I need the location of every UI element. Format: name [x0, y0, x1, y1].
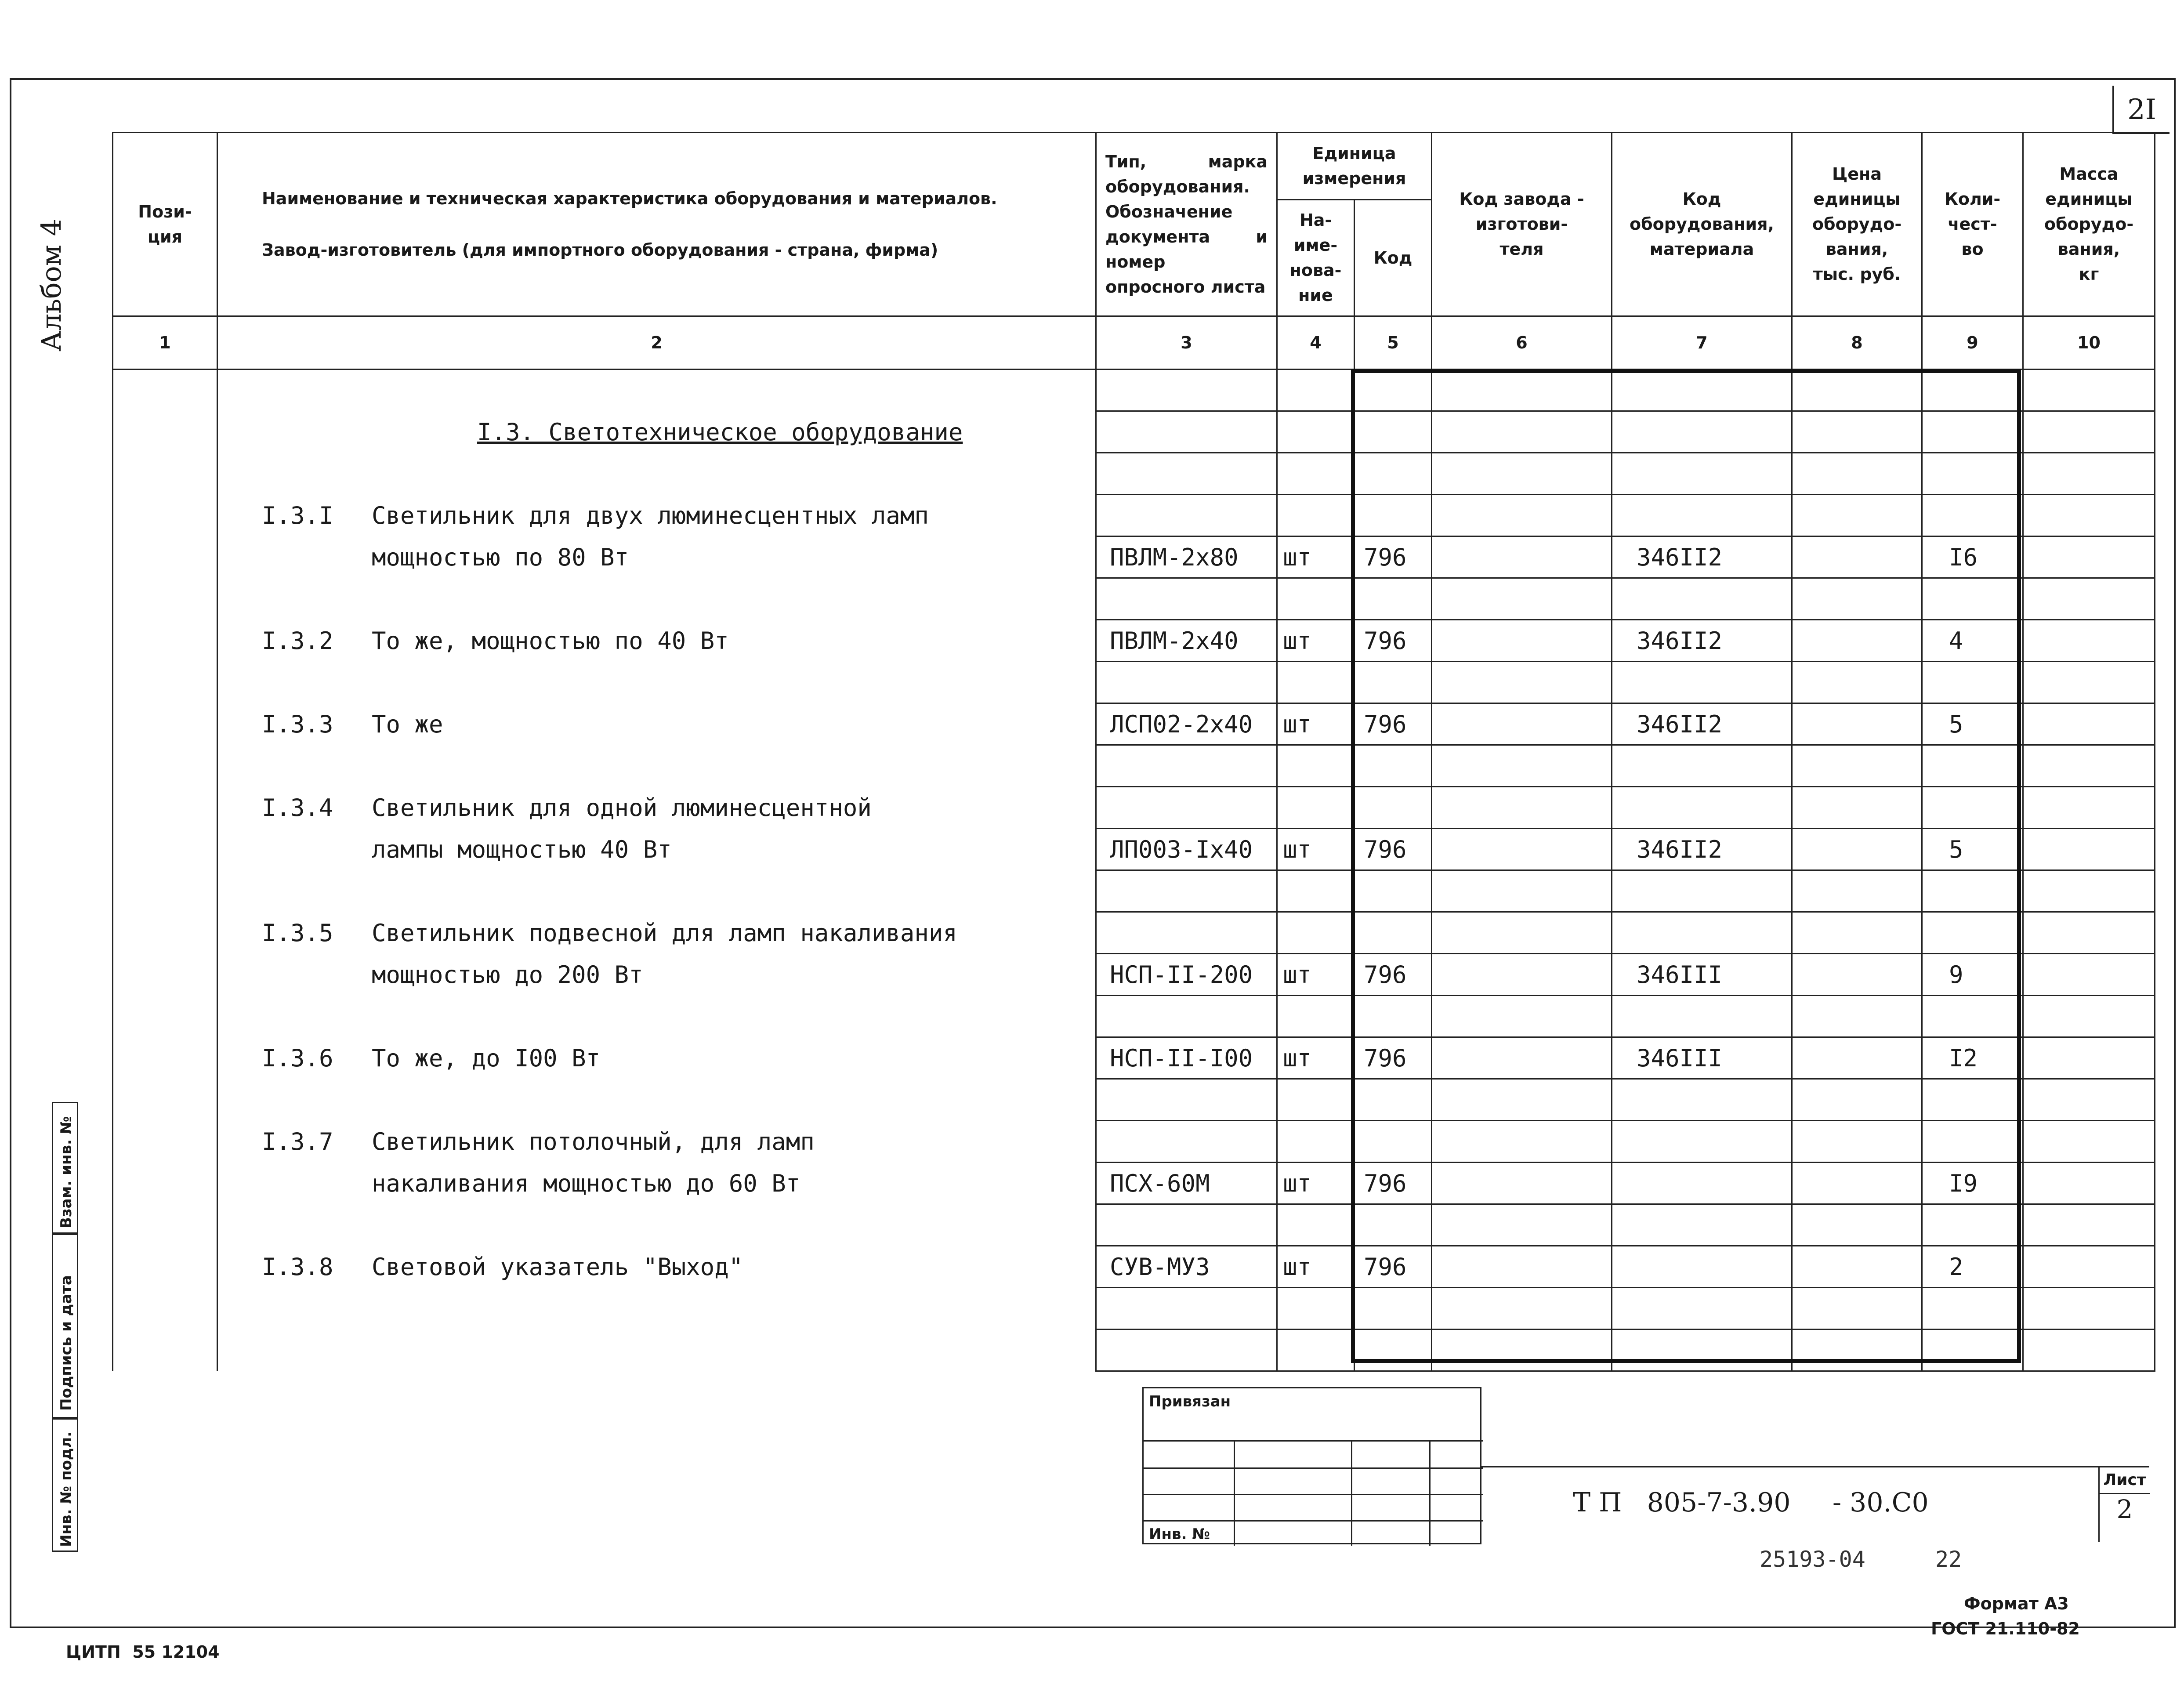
- item-qty: 2: [1922, 1246, 2023, 1288]
- table-cell: [113, 1079, 217, 1121]
- table-cell: [1277, 1204, 1355, 1246]
- table-cell: [2023, 370, 2155, 411]
- table-cell: [2023, 662, 2155, 703]
- item-name: То же: [372, 710, 443, 738]
- item-qty: 5: [1922, 829, 2023, 870]
- table-cell: [113, 1330, 217, 1371]
- item-position: I.3.3: [262, 710, 333, 738]
- table-cell: [113, 662, 217, 703]
- item-position: I.3.5: [262, 919, 333, 947]
- table-cell: [2023, 870, 2155, 912]
- table-cell: [1096, 578, 1277, 620]
- item-position: I.3.4: [262, 793, 333, 822]
- item-type: ЛП003-Iх40: [1096, 829, 1277, 870]
- table-cell: [217, 411, 1096, 453]
- item-type: ПСХ-60М: [1096, 1163, 1277, 1204]
- bound-label: Привязан: [1149, 1393, 1231, 1410]
- item-name-cont: мощностью до 200 Вт: [372, 960, 643, 989]
- hdr-position: Пози- ция: [113, 133, 217, 316]
- table-cell: [1277, 870, 1355, 912]
- table-cell: [217, 453, 1096, 495]
- item-qty: 9: [1922, 954, 2023, 996]
- colnum-4: 4: [1277, 316, 1355, 370]
- item-equip-code: 346II2: [1612, 536, 1792, 578]
- table-cell: [113, 870, 217, 912]
- table-cell: [217, 1330, 1096, 1371]
- stamp-line: [1144, 1494, 1483, 1495]
- table-cell: [217, 1288, 1096, 1330]
- item-name-cell: [217, 829, 1096, 870]
- table-cell: [113, 411, 217, 453]
- table-cell: [113, 1288, 217, 1330]
- item-type: ПВЛМ-2х40: [1096, 620, 1277, 662]
- item-type: ПВЛМ-2х80: [1096, 536, 1277, 578]
- stamp-cell-replace: [52, 1102, 78, 1234]
- item-name-cont: мощностью по 80 Вт: [372, 543, 629, 571]
- item-equip-code: 346III: [1612, 954, 1792, 996]
- item-mass: [2023, 787, 2155, 829]
- colnum-1: 1: [113, 316, 217, 370]
- column-number-row: [113, 316, 2155, 370]
- colnum-10: 10: [2023, 316, 2155, 370]
- table-cell: [113, 829, 217, 870]
- item-unit: шт: [1277, 536, 1355, 578]
- item-equip-code: 346II2: [1612, 829, 1792, 870]
- stamp-inv-label: Инв. № подл.: [58, 1431, 75, 1547]
- table-cell: [113, 912, 217, 954]
- item-equip-code: 346II2: [1612, 620, 1792, 662]
- item-name: Светильник для одной люминесцентной: [372, 793, 872, 822]
- hdr-mass: Масса единицы оборудо- вания, кг: [2023, 133, 2155, 316]
- table-cell: [1277, 662, 1355, 703]
- table-cell: [1096, 1330, 1277, 1371]
- item-unit: шт: [1277, 620, 1355, 662]
- table-cell: [217, 1204, 1096, 1246]
- table-cell: [1096, 996, 1277, 1037]
- item-name: Светильник потолочный, для ламп: [372, 1127, 815, 1156]
- item-position: I.3.2: [262, 627, 333, 655]
- item-type: [1096, 1121, 1277, 1163]
- header-row: [113, 133, 2155, 200]
- stamp-line: [1144, 1467, 1483, 1469]
- table-cell: [217, 870, 1096, 912]
- stamp-cell-sign: [52, 1234, 78, 1418]
- table-cell: [113, 996, 217, 1037]
- hdr-type: Тип, марка оборудования. Обозначение документа и номер опросного листа: [1096, 133, 1277, 316]
- hdr-unit-name: На- име- нова- ние: [1277, 200, 1355, 316]
- bound-stamp: [1142, 1387, 1481, 1544]
- item-qty: I9: [1922, 1163, 2023, 1204]
- item-type: ЛСП02-2х40: [1096, 703, 1277, 745]
- item-unit: [1277, 1121, 1355, 1163]
- table-cell: [2023, 453, 2155, 495]
- hdr-name-line1: Наименование и техническая характеристика оборудования и материалов.: [262, 188, 997, 208]
- item-unit-code: 796: [1355, 954, 1432, 996]
- item-unit-code: 796: [1355, 1246, 1432, 1288]
- table-cell: [2023, 1330, 2155, 1371]
- item-unit-code: 796: [1355, 620, 1432, 662]
- colnum-8: 8: [1792, 316, 1922, 370]
- sheet-box: [2098, 1466, 2148, 1542]
- stamp-cell-inv: [52, 1418, 78, 1552]
- item-mass: [2023, 912, 2155, 954]
- table-cell: [113, 370, 217, 411]
- hdr-unit-code: Код: [1355, 200, 1432, 316]
- table-cell: [2023, 1204, 2155, 1246]
- item-unit: [1277, 912, 1355, 954]
- table-cell: [217, 370, 1096, 411]
- table-cell: [1277, 453, 1355, 495]
- item-name-cell: [217, 620, 1096, 662]
- item-mass: [2023, 954, 2155, 996]
- colnum-6: 6: [1432, 316, 1612, 370]
- item-name: Световой указатель "Выход": [372, 1253, 743, 1281]
- item-unit: шт: [1277, 703, 1355, 745]
- table-cell: [217, 662, 1096, 703]
- hdr-equip-code: Код оборудования, материала: [1612, 133, 1792, 316]
- item-mass: [2023, 1037, 2155, 1079]
- table-cell: [1277, 578, 1355, 620]
- table-cell: [113, 1163, 217, 1204]
- item-qty: 5: [1922, 703, 2023, 745]
- item-name-cont: лампы мощностью 40 Вт: [372, 835, 672, 863]
- item-name-cell: [217, 1121, 1096, 1163]
- table-cell: [113, 1121, 217, 1163]
- table-cell: [217, 1079, 1096, 1121]
- table-cell: [1096, 662, 1277, 703]
- item-name-cell: [217, 1037, 1096, 1079]
- table-cell: [1096, 1079, 1277, 1121]
- item-name-cell: [217, 703, 1096, 745]
- item-name-cell: [217, 1163, 1096, 1204]
- item-qty: 4: [1922, 620, 2023, 662]
- item-mass: [2023, 829, 2155, 870]
- item-name-cell: [217, 536, 1096, 578]
- item-qty: I6: [1922, 536, 2023, 578]
- document-code: Т П 805-7-3.90 - 30.С0: [1573, 1487, 1929, 1518]
- table-cell: [1277, 996, 1355, 1037]
- handwritten-ref: 25193-04: [1760, 1547, 1865, 1572]
- table-cell: [113, 620, 217, 662]
- table-cell: [113, 954, 217, 996]
- item-type: [1096, 912, 1277, 954]
- table-cell: [2023, 1079, 2155, 1121]
- table-cell: [1277, 1079, 1355, 1121]
- hdr-price: Цена единицы оборудо- вания, тыс. руб.: [1792, 133, 1922, 316]
- table-cell: [113, 1037, 217, 1079]
- item-name-cell: [217, 495, 1096, 536]
- item-unit: шт: [1277, 1163, 1355, 1204]
- item-type: [1096, 787, 1277, 829]
- colnum-5: 5: [1355, 316, 1432, 370]
- table-cell: [2023, 996, 2155, 1037]
- table-cell: [113, 1204, 217, 1246]
- item-name-cell: [217, 1246, 1096, 1288]
- inv-label: Инв. №: [1149, 1525, 1210, 1543]
- item-mass: [2023, 536, 2155, 578]
- item-unit-code: 796: [1355, 829, 1432, 870]
- sheet-label: Лист: [2100, 1466, 2150, 1494]
- item-unit-code: 796: [1355, 703, 1432, 745]
- hdr-qty: Коли- чест- во: [1922, 133, 2023, 316]
- gost-label: ГОСТ 21.110-82: [1931, 1619, 2080, 1638]
- hdr-name: [217, 133, 1096, 316]
- table-cell: [217, 745, 1096, 787]
- stamp-line: [1144, 1520, 1483, 1522]
- item-qty: I2: [1922, 1037, 2023, 1079]
- item-type: [1096, 495, 1277, 536]
- item-name: То же, до I00 Вт: [372, 1044, 601, 1072]
- item-name: Светильник для двух люминесцентных ламп: [372, 501, 929, 529]
- hdr-name-line2: Завод-изготовитель (для импортного оборудования - страна, фирма): [262, 240, 938, 260]
- item-position: I.3.8: [262, 1253, 333, 1281]
- hdr-factory-code: Код завода - изготови- теля: [1432, 133, 1612, 316]
- table-cell: [1096, 1204, 1277, 1246]
- table-cell: [2023, 745, 2155, 787]
- stamp-line: [1234, 1440, 1235, 1546]
- table-cell: [1096, 1288, 1277, 1330]
- item-type: НСП-II-I00: [1096, 1037, 1277, 1079]
- table-cell: [1096, 453, 1277, 495]
- table-cell: [1277, 1330, 1355, 1371]
- table-cell: [1277, 1288, 1355, 1330]
- item-name-cell: [217, 912, 1096, 954]
- item-type: СУВ-МУЗ: [1096, 1246, 1277, 1288]
- table-cell: [217, 578, 1096, 620]
- table-cell: [2023, 1288, 2155, 1330]
- citp-label: ЦИТП 55 12104: [66, 1642, 220, 1662]
- stamp-line: [1429, 1440, 1431, 1546]
- table-cell: [1096, 870, 1277, 912]
- colnum-9: 9: [1922, 316, 2023, 370]
- side-stamp: [52, 1102, 118, 1552]
- table-cell: [113, 1246, 217, 1288]
- item-unit-code: 796: [1355, 1163, 1432, 1204]
- item-name: То же, мощностью по 40 Вт: [372, 627, 729, 655]
- stamp-sign-label: Подпись и дата: [58, 1275, 75, 1411]
- colnum-2: 2: [217, 316, 1096, 370]
- thick-outline: [1351, 369, 2021, 1363]
- item-position: I.3.7: [262, 1127, 333, 1156]
- table-cell: [1096, 745, 1277, 787]
- item-unit: шт: [1277, 1037, 1355, 1079]
- section-title: I.3. Светотехническое оборудование: [477, 418, 963, 446]
- item-name-cell: [217, 787, 1096, 829]
- item-mass: [2023, 1163, 2155, 1204]
- item-name-cont: накаливания мощностью до 60 Вт: [372, 1169, 800, 1197]
- table-cell: [113, 495, 217, 536]
- format-label: Формат А3: [1964, 1594, 2069, 1613]
- item-equip-code: 346II2: [1612, 703, 1792, 745]
- hdr-unit: Единица измерения: [1277, 133, 1432, 200]
- item-equip-code: 346III: [1612, 1037, 1792, 1079]
- item-position: I.3.6: [262, 1044, 333, 1072]
- item-unit: [1277, 495, 1355, 536]
- item-unit: [1277, 787, 1355, 829]
- table-cell: [1277, 370, 1355, 411]
- colnum-7: 7: [1612, 316, 1792, 370]
- colnum-3: 3: [1096, 316, 1277, 370]
- table-cell: [1277, 745, 1355, 787]
- item-type: НСП-II-200: [1096, 954, 1277, 996]
- item-name-cell: [217, 954, 1096, 996]
- table-cell: [1277, 411, 1355, 453]
- table-cell: [2023, 411, 2155, 453]
- item-mass: [2023, 1121, 2155, 1163]
- table-cell: [113, 745, 217, 787]
- item-name: Светильник подвесной для ламп накаливания: [372, 919, 957, 947]
- item-unit: шт: [1277, 1246, 1355, 1288]
- table-cell: [1096, 411, 1277, 453]
- stamp-line: [1351, 1440, 1352, 1546]
- item-mass: [2023, 1246, 2155, 1288]
- table-cell: [1096, 370, 1277, 411]
- table-cell: [113, 787, 217, 829]
- table-cell: [113, 703, 217, 745]
- table-cell: [2023, 578, 2155, 620]
- table-cell: [217, 996, 1096, 1037]
- stamp-replace-label: Взам. инв. №: [58, 1116, 75, 1228]
- item-position: I.3.I: [262, 501, 333, 529]
- item-mass: [2023, 495, 2155, 536]
- item-mass: [2023, 703, 2155, 745]
- page-number: 2I: [2112, 86, 2170, 134]
- handwritten-num: 22: [1935, 1547, 1962, 1572]
- album-label: Альбом 4: [35, 218, 67, 351]
- item-unit: шт: [1277, 954, 1355, 996]
- item-mass: [2023, 620, 2155, 662]
- item-unit-code: 796: [1355, 536, 1432, 578]
- table-cell: [113, 578, 217, 620]
- stamp-line: [1144, 1440, 1483, 1442]
- item-unit: шт: [1277, 829, 1355, 870]
- sheet-number: 2: [2116, 1494, 2133, 1524]
- table-cell: [113, 536, 217, 578]
- table-cell: [113, 453, 217, 495]
- item-unit-code: 796: [1355, 1037, 1432, 1079]
